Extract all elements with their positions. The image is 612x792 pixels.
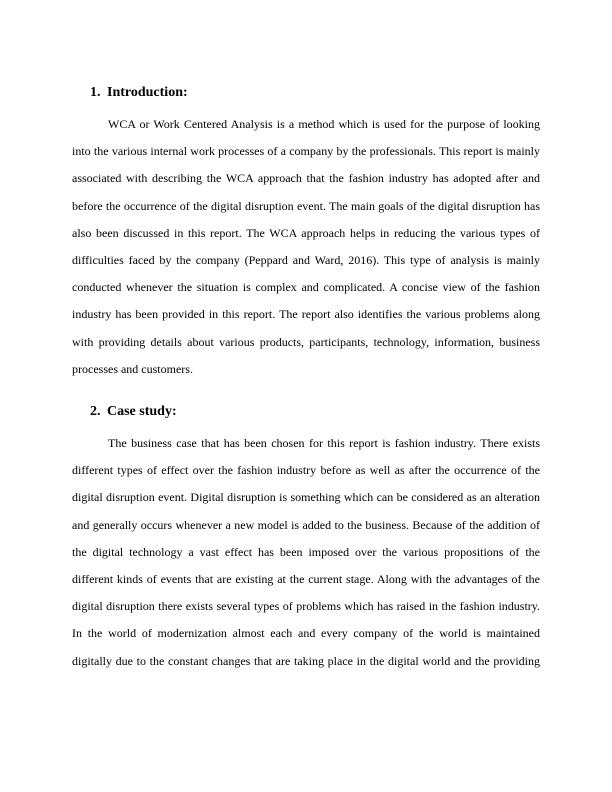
paragraph-line: associated with describing the WCA approach that the fashion industry has adopted after and [72, 171, 540, 186]
paragraph-line: digital disruption event. Digital disruption is something which can be considered as an alteration [72, 490, 540, 505]
introduction-paragraph [72, 117, 540, 389]
paragraph-line: into the various internal work processes of a company by the professionals. This report is mainly [72, 144, 540, 159]
paragraph-line: digital disruption there exists several types of problems which has raised in the fashion industry. [72, 599, 540, 614]
paragraph-line: difficulties faced by the company (Peppard and Ward, 2016). This type of analysis is mainly [72, 252, 540, 267]
paragraph-line: conducted whenever the situation is complex and complicated. A concise view of the fashion [72, 280, 540, 295]
section-title: Case study: [107, 404, 177, 419]
paragraph-line: also been discussed in this report. The WCA approach helps in reducing the various types of [72, 225, 540, 240]
paragraph-line: with providing details about various products, participants, technology, information, business [72, 334, 540, 349]
paragraph-line: the digital technology a vast effect has been imposed over the various propositions of the [72, 544, 540, 559]
paragraph-line: industry has been provided in this report. The report also identifies the various problems along [72, 307, 540, 322]
paragraph-line: different types of effect over the fashion industry before as well as after the occurrence of the [72, 463, 540, 478]
paragraph-line: WCA or Work Centered Analysis is a method which is used for the purpose of looking [108, 117, 540, 131]
paragraph-line: and generally occurs whenever a new model is added to the business. Because of the addition of [72, 517, 540, 532]
paragraph-line: The business case that has been chosen for this report is fashion industry. There exists [108, 436, 540, 450]
section-heading-introduction [90, 85, 188, 101]
section-number: 2. [90, 404, 101, 419]
case-study-paragraph [72, 436, 540, 681]
paragraph-line: processes and customers. [72, 361, 193, 376]
section-number: 1. [90, 85, 101, 100]
paragraph-line: digitally due to the constant changes that are taking place in the digital world and the providing [72, 653, 540, 668]
paragraph-line: before the occurrence of the digital disruption event. The main goals of the digital disruption has [72, 198, 540, 213]
paragraph-line: different kinds of events that are existing at the current stage. Along with the advantages of the [72, 571, 540, 586]
paragraph-line: In the world of modernization almost each and every company of the world is maintained [72, 626, 540, 641]
section-heading-case-study [90, 404, 177, 420]
section-title: Introduction: [107, 85, 188, 100]
